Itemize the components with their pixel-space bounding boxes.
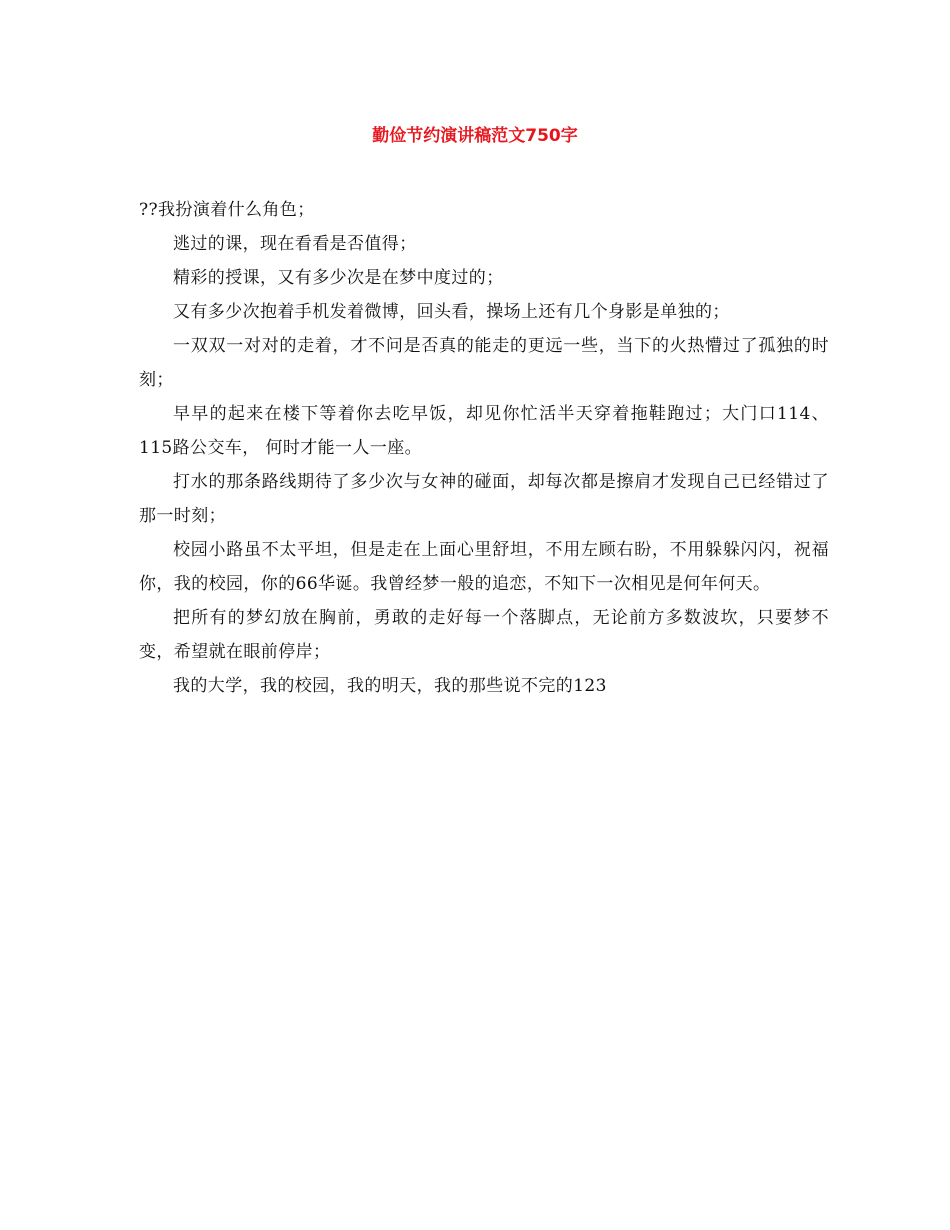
paragraph-9: 把所有的梦幻放在胸前，勇敢的走好每一个落脚点，无论前方多数波坎，只要梦不变，希望就在眼前停岸； — [139, 608, 829, 662]
document-body — [139, 193, 829, 703]
paragraph-4: 又有多少次抱着手机发着微博，回头看，操场上还有几个身影是单独的； — [173, 302, 730, 322]
paragraph-2: 逃过的课，现在看看是否值得； — [173, 234, 417, 254]
paragraph-3: 精彩的授课，又有多少次是在梦中度过的； — [173, 268, 504, 288]
paragraph-6: 早早的起来在楼下等着你去吃早饭，却见你忙活半天穿着拖鞋跑过；大门口114、115路公交车， 何时才能一人一座。 — [139, 404, 829, 458]
paragraph-1: ??我扮演着什么角色； — [139, 200, 315, 220]
document-title: 勤俭节约演讲稿范文750字 — [372, 126, 578, 146]
paragraph-10: 我的大学，我的校园，我的明天，我的那些说不完的123 — [173, 676, 607, 696]
paragraph-8: 校园小路虽不太平坦，但是走在上面心里舒坦，不用左顾右盼，不用躲躲闪闪，祝福你，我的校园，你的66华诞。我曾经梦一般的追恋，不知下一次相见是何年何天。 — [139, 540, 829, 594]
paragraph-7: 打水的那条路线期待了多少次与女神的碰面，却每次都是擦肩才发现自己已经错过了那一时刻； — [139, 472, 829, 526]
paragraph-5: 一双双一对对的走着，才不问是否真的能走的更远一些，当下的火热懵过了孤独的时刻； — [139, 336, 829, 390]
